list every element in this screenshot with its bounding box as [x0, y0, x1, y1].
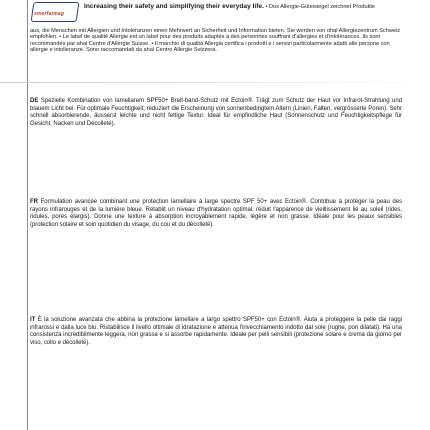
section-fr-text: Formulation avancée combinant une protection lamellaire à large spectre SPF 50+ avec Ectoin®. Contribue à protéger la peau des rayons infrarouges et de la lumière bleue. Rétablit un niveau d'hydratation optimal, réduit l'apparence de vieillissement lié au soleil (rides, ridules, pores élargis). Donne une texture à absorption incroyablement rapide, légère et non grasse. Idéale pour les peaux sensibles (protection solaire et soin quotidien du visage, du cou et du décolleté).	[30, 199, 402, 228]
section-de-text: Spezielle Kombination von lamellarem SPF50+ Breit-band-Schutz mit Ectoin®. Trägt zum Schutz der Haut vor Infrarot-Strahlung und blauem Licht bei. Für optimale Feuchtigkeit; reduziert die Erscheinung von sonnenbedingtem Altern (Linien, Falten, vergrösserte Poren). Sehr schnell absorbierende, äusserst leichte und nicht fettige Textur. Ideal für empfindliche Haut (Sonnenschutz und Feuchtigkeitspflege für Gesicht, Nacken und Décolleté).	[30, 98, 402, 127]
header-first-line	[84, 4, 430, 11]
header-rest: • Dos Allergie-Güteisiegel zeichnet Produkte	[265, 4, 376, 10]
logo-text: smerfaimag	[34, 11, 65, 17]
allergy-seal-logo	[32, 2, 78, 22]
section-fr-lead: FR	[30, 199, 38, 205]
section-it	[30, 317, 402, 348]
section-fr	[30, 199, 402, 230]
header-lead: Increasing their safety and simplifying their everyday life.	[84, 3, 264, 10]
section-de-lead: DE	[30, 98, 39, 104]
section-divider	[0, 82, 430, 83]
header-fragment	[30, 0, 430, 82]
margin-rule	[27, 0, 28, 430]
section-it-lead: IT	[30, 317, 36, 323]
header-continuation: aus, die Menschen mit Allergien und Intoleranzen einen Mehrwert an Sicherheit und Information bieten. Sie werden von ohal Allergiezentrum Schweiz empfohlen. • Le label de qualité Allergie est un label pour des produits adaptés à des personnes souffrant d'allergies et d'intolérances. Ils sont recommandés par ahal Centre d'Allergie Suisse. • Il marchio di qualità Allergia certifica i prodotti e i servizi particolarmente adatti alle persone con allergie e intolleranze. Sono raccomandati da ahal Centro Allergie Svizzera.	[30, 28, 401, 54]
section-it-text: È la soluzione avanzata che abbina la protezione lamellare a largo spettro SPF50+ con Ectoin®. Aiuta a proteggere la pelle dai raggi infrarossi e dalla luce blu. Ristabilisce il livello ottimale di idratazione e attenua l'invecchiamento indotto dal sole (rughe, pori dilatati). Ha una consistenza incredibilmente leggera, non grassa e si assorbe rapidamente. Ideale per pelli sensibili (protezione solare e crema da giorno per viso, collo e décolleté).	[30, 317, 402, 346]
section-de	[30, 98, 402, 129]
